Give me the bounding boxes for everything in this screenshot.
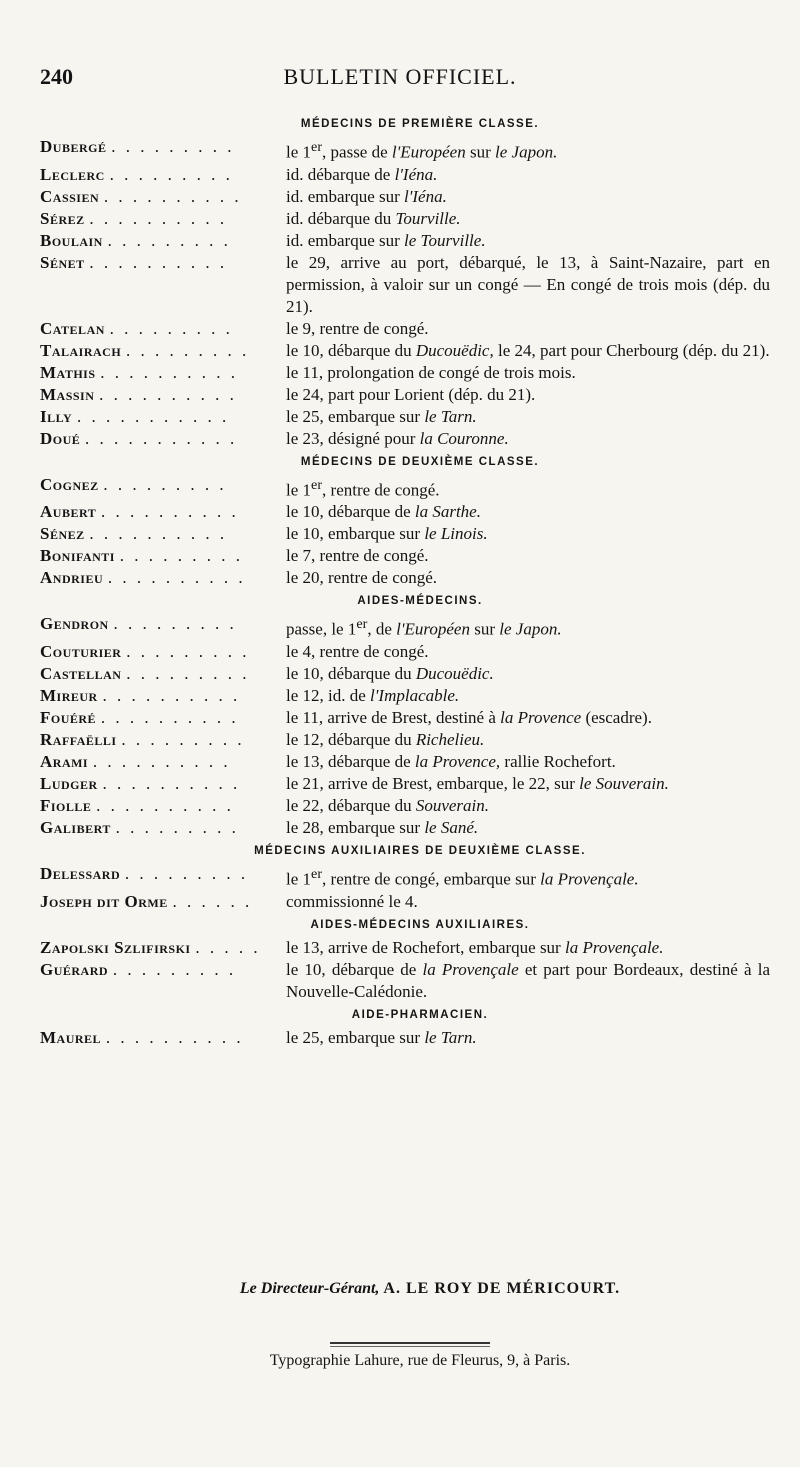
entry-row (40, 663, 770, 685)
officer-name-text: Joseph dit Orme (40, 891, 168, 911)
officer-name (40, 707, 282, 729)
desc-post2: sur (469, 619, 500, 639)
officer-name (40, 817, 282, 839)
entry-description (282, 863, 770, 891)
desc-ital: l'Européen (391, 142, 466, 162)
leader-dots: . . . . . . . . . (109, 164, 233, 184)
officer-name-text: Talairach (40, 340, 122, 360)
entry-description (282, 523, 770, 545)
entry-description (282, 685, 770, 707)
officer-name-text: Massin (40, 384, 95, 404)
signature-name: A. LE ROY DE MÉRICOURT. (383, 1280, 621, 1297)
desc-pre: le 13, arrive de Rochefort, embarque sur (286, 937, 565, 957)
entry-row (40, 428, 770, 450)
leader-dots: . . . . . . . . . . (107, 568, 246, 588)
desc-ital: la Provence, (414, 751, 501, 771)
entry-description (282, 252, 770, 318)
entry-description (282, 707, 770, 729)
section-heading: AIDES-MÉDECINS AUXILIAIRES. (310, 918, 530, 931)
desc-pre: le 7, rentre de congé. (286, 546, 429, 566)
desc-ital: la Provençale (422, 959, 519, 979)
officer-name-text: Castellan (40, 663, 122, 683)
desc-pre: le 1 (286, 142, 312, 162)
desc-ital2: le Japon. (499, 619, 562, 639)
officer-name-text: Cassien (40, 186, 100, 206)
officer-name (40, 685, 282, 707)
officer-name-text: Sérez (40, 208, 85, 228)
entry-row (40, 959, 770, 1003)
officer-name-text: Mireur (40, 685, 98, 705)
officer-name (40, 729, 282, 751)
entry-row (40, 523, 770, 545)
officer-name (40, 340, 282, 362)
officer-name (40, 318, 282, 340)
desc-pre: le 13, débarque de (286, 751, 415, 771)
officer-name (40, 937, 282, 959)
officer-name (40, 863, 282, 891)
entry-description (282, 186, 770, 208)
desc-post: , rentre de congé. (322, 480, 440, 500)
leader-dots: . . . . . . (172, 891, 253, 911)
journal-title: BULLETIN OFFICIEL. (283, 64, 517, 89)
leader-dots: . . . . . . . . . . (100, 707, 239, 727)
officer-name-text: Delessard (40, 863, 121, 883)
officer-name (40, 523, 282, 545)
officer-name-text: Mathis (40, 362, 96, 382)
entry-description (282, 230, 770, 252)
officer-name (40, 567, 282, 589)
desc-pre: le 12, id. de (286, 685, 371, 705)
desc-pre: le 24, part pour Lorient (dép. du 21). (286, 384, 536, 404)
officer-name-text: Doué (40, 428, 81, 448)
officer-name (40, 891, 282, 913)
officer-name (40, 613, 282, 641)
desc-ital: le Tarn. (424, 406, 477, 426)
signature (0, 1280, 800, 1298)
desc-sup: er (311, 476, 323, 493)
desc-post2: le 24, part pour Cherbourg (dép. du 21). (493, 340, 770, 360)
desc-pre: commissionné le 4. (286, 891, 418, 911)
section-heading: MÉDECINS DE DEUXIÈME CLASSE. (300, 455, 540, 468)
desc-pre: le 11, prolongation de congé de trois mois. (286, 362, 576, 382)
desc-ital: Ducouëdic. (415, 663, 494, 683)
entry-description (282, 795, 770, 817)
entry-row (40, 567, 770, 589)
entry-description (282, 567, 770, 589)
entry-description (282, 817, 770, 839)
section-heading: AIDE-PHARMACIEN. (351, 1008, 489, 1021)
officer-name-text: Boulain (40, 230, 103, 250)
officer-name (40, 751, 282, 773)
desc-pre: le 10, débarque de (286, 959, 423, 979)
section-heading: MÉDECINS AUXILIAIRES DE DEUXIÈME CLASSE. (254, 844, 586, 857)
entry-row (40, 613, 770, 641)
entry-description (282, 501, 770, 523)
desc-pre: id. débarque de (286, 164, 395, 184)
officer-name-text: Andrieu (40, 568, 104, 588)
officer-name (40, 663, 282, 685)
officer-name-text: Maurel (40, 1027, 102, 1047)
officer-name (40, 136, 282, 164)
entry-description (282, 340, 770, 362)
leader-dots: . . . . . . . . . (126, 641, 250, 661)
desc-ital: la Sarthe. (414, 502, 481, 522)
entry-row (40, 863, 770, 891)
officer-name (40, 230, 282, 252)
desc-pre: le 21, arrive de Brest, embarque, le 22, sur (286, 773, 580, 793)
desc-pre: le 25, embarque sur (286, 1027, 425, 1047)
leader-dots: . . . . . . . . . (111, 137, 235, 156)
desc-pre: le 20, rentre de congé. (286, 568, 438, 588)
desc-post2: rallie Rochefort. (500, 751, 616, 771)
entry-row (40, 545, 770, 567)
officer-name-text: Raffaëlli (40, 729, 117, 749)
officer-name (40, 1027, 282, 1049)
entry-row (40, 817, 770, 839)
desc-post2: sur (465, 142, 496, 162)
section-heading: MÉDECINS DE PREMIÈRE CLASSE. (300, 118, 540, 130)
desc-pre: id. embarque sur (286, 186, 405, 206)
desc-sup: er (311, 139, 323, 155)
entry-description (282, 729, 770, 751)
entry-row (40, 384, 770, 406)
leader-dots: . . . . . . . . . . (89, 252, 228, 272)
desc-ital: la Provençale. (540, 869, 639, 889)
desc-sup: er (356, 616, 368, 633)
entry-row (40, 252, 770, 318)
leader-dots: . . . . . . . . . . (100, 502, 239, 522)
entry-description (282, 428, 770, 450)
officer-name-text: Dubergé (40, 137, 107, 156)
officer-name (40, 959, 282, 1003)
page-number: 240 (40, 64, 73, 89)
leader-dots: . . . . . . . . . . . (76, 406, 230, 426)
officer-name (40, 428, 282, 450)
desc-pre: le 10, embarque sur (286, 524, 425, 544)
leader-dots: . . . . . . . . . (119, 546, 243, 566)
footer-rule (330, 1342, 490, 1344)
officer-name-text: Bonifanti (40, 546, 115, 566)
entry-row (40, 318, 770, 340)
entry-row (40, 751, 770, 773)
entry-description (282, 773, 770, 795)
entry-row (40, 208, 770, 230)
desc-ital: le Linois. (424, 524, 488, 544)
entry-description (282, 164, 770, 186)
desc-ital: Richelieu. (415, 729, 485, 749)
entry-row (40, 795, 770, 817)
desc-pre: le 10, débarque de (286, 502, 415, 522)
desc-pre: le 25, embarque sur (286, 406, 425, 426)
desc-pre: le 1 (286, 480, 312, 500)
desc-pre: le 22, débarque du (286, 795, 416, 815)
entry-row (40, 362, 770, 384)
officer-name (40, 474, 282, 502)
leader-dots: . . . . . . . . . . (105, 1027, 244, 1047)
desc-ital: la Provençale. (564, 937, 664, 957)
entry-row (40, 501, 770, 523)
entry-description (282, 362, 770, 384)
leader-dots: . . . . . . . . . . (100, 362, 239, 382)
entry-description (282, 208, 770, 230)
page-header (0, 64, 800, 96)
entry-description (282, 545, 770, 567)
desc-post2: (escadre). (581, 707, 652, 727)
desc-ital: l'Implacable. (370, 685, 460, 705)
leader-dots: . . . . . . . . . (107, 230, 231, 250)
officer-name-text: Sénez (40, 524, 85, 544)
officer-name-text: Catelan (40, 318, 105, 338)
desc-ital: Tourville. (395, 208, 461, 228)
desc-ital: la Couronne. (419, 428, 509, 448)
officer-name-text: Guérard (40, 959, 109, 979)
officer-name (40, 795, 282, 817)
leader-dots: . . . . . . . . . . (102, 685, 241, 705)
officer-name (40, 545, 282, 567)
leader-dots: . . . . . . . . . . (89, 208, 228, 228)
desc-sup: er (311, 865, 323, 882)
desc-post2: et part pour Bordeaux, destiné à la Nouvelle-Calédonie. (286, 959, 770, 1001)
officer-name (40, 164, 282, 186)
desc-pre: le 12, débarque du (286, 729, 416, 749)
desc-ital2: le Japon. (495, 142, 558, 162)
leader-dots: . . . . . . . . . (121, 729, 245, 749)
entry-description (282, 959, 770, 1003)
entry-row (40, 186, 770, 208)
officer-name (40, 186, 282, 208)
entry-row (40, 164, 770, 186)
desc-pre: le 10, débarque du (286, 340, 416, 360)
desc-ital: l'Iéna. (404, 186, 447, 206)
leader-dots: . . . . . . . . . (109, 318, 233, 338)
desc-ital: Ducouëdic, (415, 340, 494, 360)
officer-name-text: Ludger (40, 773, 98, 793)
leader-dots: . . . . . . . . . . (92, 751, 231, 771)
desc-ital: le Souverain. (579, 773, 669, 793)
officer-name-text: Gendron (40, 614, 109, 634)
desc-post: , rentre de congé, embarque sur (322, 869, 541, 889)
entry-description (282, 891, 770, 913)
notice-list (40, 112, 770, 1049)
officer-name-text: Fouéré (40, 707, 97, 727)
desc-pre: le 10, débarque du (286, 663, 416, 683)
printer-footer: Typographie Lahure, rue de Fleurus, 9, à Paris. (269, 1352, 571, 1369)
desc-pre: le 23, désigné pour (286, 428, 420, 448)
officer-name (40, 773, 282, 795)
entry-description (282, 1027, 770, 1049)
leader-dots: . . . . . . . . . . (96, 795, 234, 815)
entry-row (40, 937, 770, 959)
officer-name (40, 641, 282, 663)
officer-name-text: Cognez (40, 474, 99, 494)
entry-row (40, 340, 770, 362)
entry-description (282, 474, 770, 502)
desc-pre: le 4, rentre de congé. (286, 641, 429, 661)
desc-pre: le 9, rentre de congé. (286, 318, 429, 338)
leader-dots: . . . . . . . . . (125, 340, 250, 360)
desc-pre: le 29, arrive au port, débarqué, le 13, à Saint-Nazaire, part en permission, à valoir sur un congé — En congé de trois mois (dép. du 21). (286, 252, 770, 316)
officer-name-text: Zapolski Szlifirski (40, 937, 191, 957)
entry-row (40, 641, 770, 663)
desc-ital: le Sané. (424, 817, 479, 837)
officer-name (40, 362, 282, 384)
officer-name (40, 384, 282, 406)
entry-description (282, 136, 770, 164)
desc-pre: id. débarque du (286, 208, 396, 228)
officer-name-text: Aubert (40, 502, 97, 522)
leader-dots: . . . . . . . . . (124, 863, 249, 883)
officer-name-text: Leclerc (40, 164, 105, 184)
officer-name (40, 252, 282, 318)
desc-pre: passe, le 1 (286, 619, 357, 639)
desc-pre: id. embarque sur (286, 230, 405, 250)
desc-ital: le Tourville. (404, 230, 486, 250)
entry-row (40, 1027, 770, 1049)
leader-dots: . . . . . . . . . (103, 474, 227, 494)
entry-description (282, 937, 770, 959)
leader-dots: . . . . . . . . . (126, 663, 250, 683)
entry-row (40, 773, 770, 795)
entry-description (282, 406, 770, 428)
entry-description (282, 663, 770, 685)
desc-pre: le 28, embarque sur (286, 817, 425, 837)
entry-row (40, 685, 770, 707)
officer-name-text: Sénet (40, 252, 85, 272)
desc-ital: Souverain. (415, 795, 490, 815)
entry-description (282, 384, 770, 406)
entry-row (40, 406, 770, 428)
officer-name-text: Couturier (40, 641, 122, 661)
signature-label: Le Directeur-Gérant, (239, 1280, 380, 1297)
officer-name (40, 406, 282, 428)
leader-dots: . . . . . . . . . . (99, 384, 237, 404)
desc-ital: l'Européen (396, 619, 470, 639)
desc-ital: la Provence (500, 707, 582, 727)
leader-dots: . . . . . . . . . . (89, 524, 228, 544)
entry-description (282, 641, 770, 663)
entry-row (40, 729, 770, 751)
leader-dots: . . . . . . . . . . . (85, 428, 238, 448)
desc-ital: le Tarn. (424, 1027, 477, 1047)
section-heading: AIDES-MÉDECINS. (357, 595, 483, 608)
desc-pre: le 11, arrive de Brest, destiné à (286, 707, 501, 727)
desc-ital: l'Iéna. (394, 164, 438, 184)
entry-row (40, 707, 770, 729)
officer-name-text: Arami (40, 751, 89, 771)
leader-dots: . . . . . . . . . . (103, 186, 242, 206)
entry-description (282, 751, 770, 773)
footer-rule-thin (330, 1346, 490, 1347)
leader-dots: . . . . . . . . . . (102, 773, 241, 793)
officer-name-text: Illy (40, 406, 73, 426)
entry-row (40, 474, 770, 502)
desc-post: , de (367, 619, 397, 639)
officer-name (40, 208, 282, 230)
officer-name-text: Fiolle (40, 795, 92, 815)
leader-dots: . . . . . (195, 937, 261, 957)
entry-description (282, 613, 770, 641)
entry-row (40, 136, 770, 164)
leader-dots: . . . . . . . . . (112, 959, 237, 979)
desc-post: , passe de (322, 142, 392, 162)
desc-pre: le 1 (286, 869, 312, 889)
entry-row (40, 891, 770, 913)
entry-row (40, 230, 770, 252)
leader-dots: . . . . . . . . . (113, 614, 237, 634)
officer-name-text: Galibert (40, 817, 111, 837)
leader-dots: . . . . . . . . . (115, 817, 239, 837)
entry-description (282, 318, 770, 340)
officer-name (40, 501, 282, 523)
